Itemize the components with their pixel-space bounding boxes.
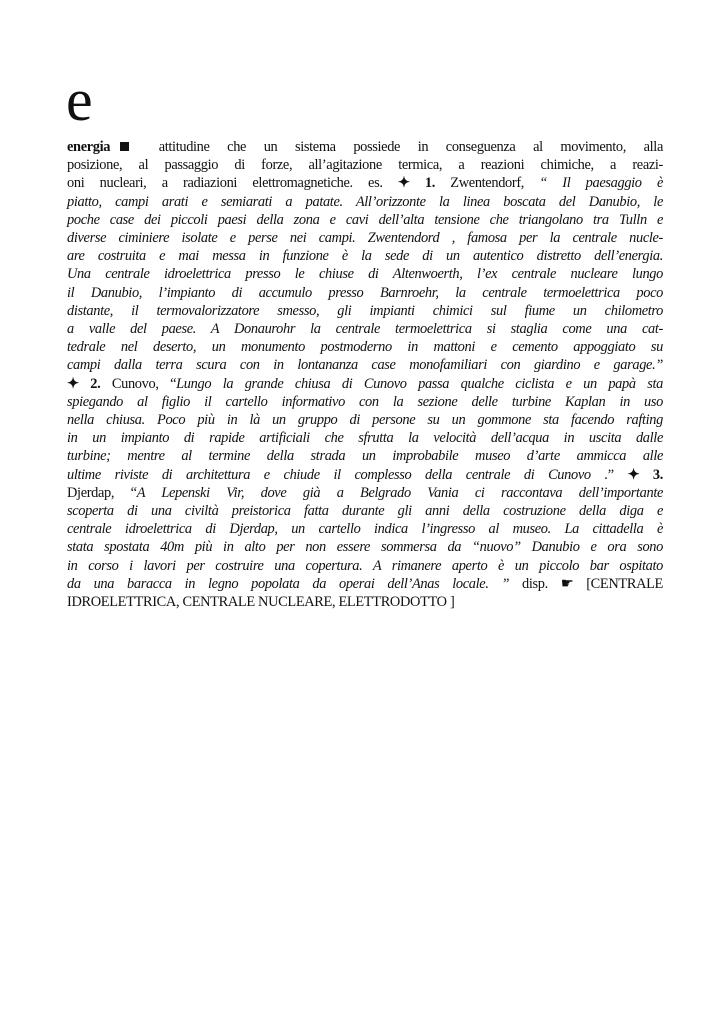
entry-line: [67, 156, 663, 174]
body-text: oni nucleari, a radiazioni elettromagnetiche. es.: [67, 175, 398, 192]
body-text: attitudine che un sistema possiede in conseguenza al movimento, alla: [141, 139, 663, 155]
quote-text: centrale idroelettrica di Djerdap, un cartello indica l’ingresso al museo. La cittadella è: [67, 521, 663, 538]
entry-line: [67, 393, 663, 411]
quote-text: campi dalla terra scura con in lontananza case monofamiliari con giardino e garage.”: [67, 357, 663, 374]
entry-line: [67, 338, 663, 356]
quote-text: Lungo la grande chiusa di Cunovo passa qualche ciclista e un papà sta: [176, 375, 663, 392]
quote-text: tedrale nel deserto, un monumento postmoderno in mattoni e cemento appoggiato su: [67, 339, 663, 356]
entry-line: [67, 193, 663, 211]
quote-text: stata spostata 40m più in alto per non essere sommersa da “nuovo” Danubio e ora sono: [67, 539, 663, 556]
entry-line: [67, 211, 663, 229]
quote-text: spiegando al figlio il cartello informativo con la sezione delle turbine Kaplan in uso: [67, 393, 663, 410]
entry-line: [67, 356, 663, 374]
quote-text: “ Il paesaggio è: [539, 175, 663, 192]
quote-text: diverse ciminiere isolate e perse nei campi. Zwentendord , famosa per la centrale nucle-: [67, 230, 663, 247]
entry-line: [67, 538, 663, 556]
entry-line: [67, 174, 663, 192]
entry-line: [67, 520, 663, 538]
quote-text: in un impianto di rapide artificiali che sfrutta la velocità dell’acqua in uscita dalle: [67, 430, 663, 447]
square-bullet-icon: [120, 142, 129, 151]
body-text: Zwentendorf,: [435, 175, 540, 192]
entry-line: [67, 138, 663, 156]
bold-text: ✦ 3.: [627, 466, 663, 483]
quote-text: poche case dei piccoli paesi della zona e cavi dell’alta tensione che triangolano tra Tulln e: [67, 211, 663, 228]
dictionary-entry: [67, 138, 663, 611]
quote-text: A Lepenski Vir, dove già a Belgrado Vania ci raccontava dell’importante: [136, 484, 663, 501]
entry-line: [67, 484, 663, 502]
quote-text: turbine; mentre al termine della strada un improbabile museo d’arte ammicca alle: [67, 448, 663, 465]
quote-text: da una baracca in legno popolata da operai dell’Anas locale. ”: [67, 575, 510, 592]
entry-line: [67, 265, 663, 283]
entry-line: [67, 447, 663, 465]
quote-text: distante, il termovalorizzatore smesso, gli impianti chimici sul fiume un chilometro: [67, 302, 663, 319]
body-text: ”: [607, 466, 628, 483]
entry-line: [67, 284, 663, 302]
quote-text: ultime riviste di architettura e chiude il complesso della centrale di Cunovo .: [67, 466, 608, 483]
entry-line: [67, 375, 663, 393]
entry-line: [67, 247, 663, 265]
entry-line: [67, 302, 663, 320]
entry-line: [67, 593, 663, 611]
bold-text: ✦ 1.: [397, 175, 435, 192]
section-letter: e: [66, 67, 93, 133]
quote-text: piatto, campi arati e semiarati a patate. All’orizzonte la linea boscata del Danubio, le: [67, 193, 663, 210]
quote-text: are costruita e mai messa in funzione è la sede di un autentico distretto dell’energia.: [67, 248, 663, 265]
entry-line: [67, 502, 663, 520]
entry-line: [67, 320, 663, 338]
entry-line: [67, 466, 663, 484]
quote-text: in corso i lavori per costruire una copertura. A rimanere aperto è un piccolo bar ospitato: [67, 557, 663, 574]
entry-line: [67, 229, 663, 247]
body-text: Cunovo, “: [100, 375, 177, 392]
entry-line: [67, 575, 663, 593]
quote-text: scoperta di una civiltà preistorica fatta durante gli anni della costruzione della diga e: [67, 503, 663, 520]
bold-text: energia: [67, 139, 111, 155]
quote-text: a valle del paese. A Donaurohr la centrale termoelettrica si staglia come una cat-: [67, 321, 663, 338]
body-text: IDROELETTRICA, CENTRALE NUCLEARE, ELETTRODOTTO ]: [67, 594, 455, 611]
bold-text: ✦ 2.: [67, 375, 101, 392]
quote-text: Una centrale idroelettrica presso le chiuse di Altenwoerth, l’ex centrale nucleare lungo: [67, 266, 663, 283]
body-text: disp. ☛ [CENTRALE: [509, 575, 663, 592]
entry-line: [67, 557, 663, 575]
entry-line: [67, 429, 663, 447]
entry-line: [67, 411, 663, 429]
body-text: Djerdap, “: [67, 484, 137, 501]
body-text: posizione, al passaggio di forze, all’agitazione termica, a reazioni chimiche, a reazi-: [67, 157, 663, 174]
quote-text: il Danubio, l’impianto di accumulo presso Barnroehr, la centrale termoelettrica poco: [67, 284, 663, 301]
quote-text: nella chiusa. Poco più in là un gruppo di persone su un gommone sta facendo rafting: [67, 412, 663, 429]
